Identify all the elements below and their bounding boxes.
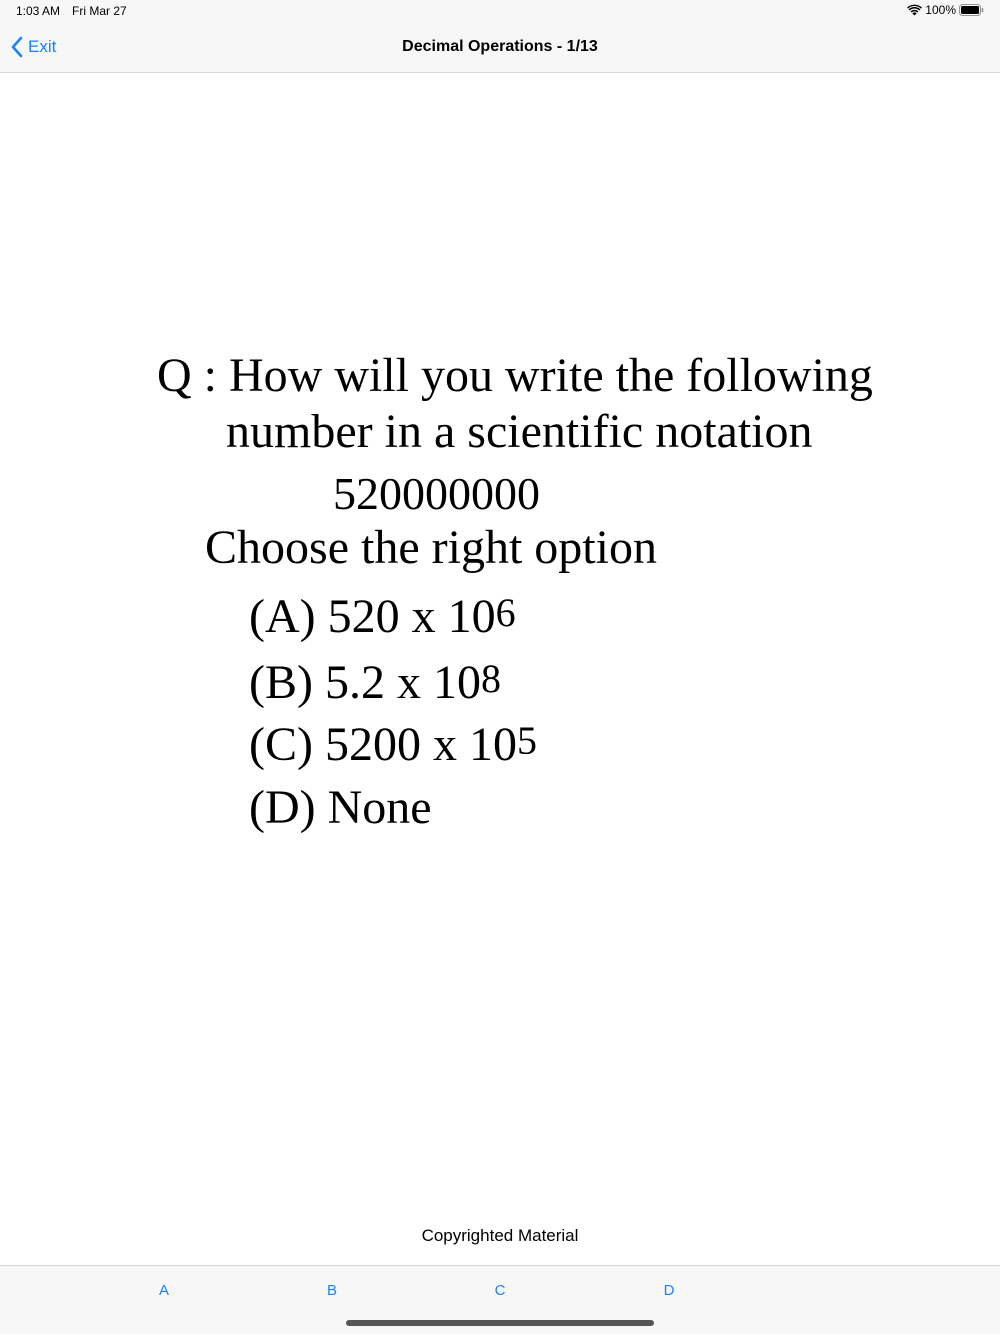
exit-label: Exit	[28, 37, 57, 56]
status-indicators	[907, 3, 984, 17]
question-line-2: number in a scientific notation	[226, 405, 813, 458]
page-title: Decimal Operations - 1/13	[402, 38, 598, 55]
option-a	[249, 590, 516, 643]
option-a-exponent: 6	[495, 590, 516, 635]
option-c-text: (C) 5200 x 10	[249, 718, 517, 771]
top-bar	[0, 0, 1000, 73]
option-c-exponent: 5	[516, 718, 537, 763]
question-prompt: Choose the right option	[205, 521, 657, 574]
option-a-text: (A) 520 x 10	[249, 590, 496, 643]
wifi-icon	[907, 4, 922, 16]
status-time: 1:03 AM	[16, 4, 61, 18]
battery-icon	[959, 4, 984, 16]
question-line-1: Q : How will you write the following	[157, 349, 873, 402]
option-d	[249, 781, 432, 834]
option-b-exponent: 8	[480, 656, 501, 701]
status-date: Fri Mar 27	[72, 4, 127, 18]
answer-c-button[interactable]: C	[480, 1282, 520, 1299]
option-b-text: (B) 5.2 x 10	[249, 656, 481, 709]
battery-percent: 100%	[925, 3, 956, 17]
option-c	[249, 718, 537, 771]
question-card	[0, 73, 1000, 1223]
option-d-text: (D) None	[249, 781, 432, 834]
home-indicator[interactable]	[346, 1320, 654, 1326]
answer-b-button[interactable]: B	[312, 1282, 352, 1299]
option-b	[249, 656, 501, 709]
answer-a-button[interactable]: A	[144, 1282, 184, 1299]
copyright-notice: Copyrighted Material	[421, 1226, 579, 1245]
answer-d-button[interactable]: D	[649, 1282, 689, 1299]
question-number: 520000000	[333, 468, 540, 519]
